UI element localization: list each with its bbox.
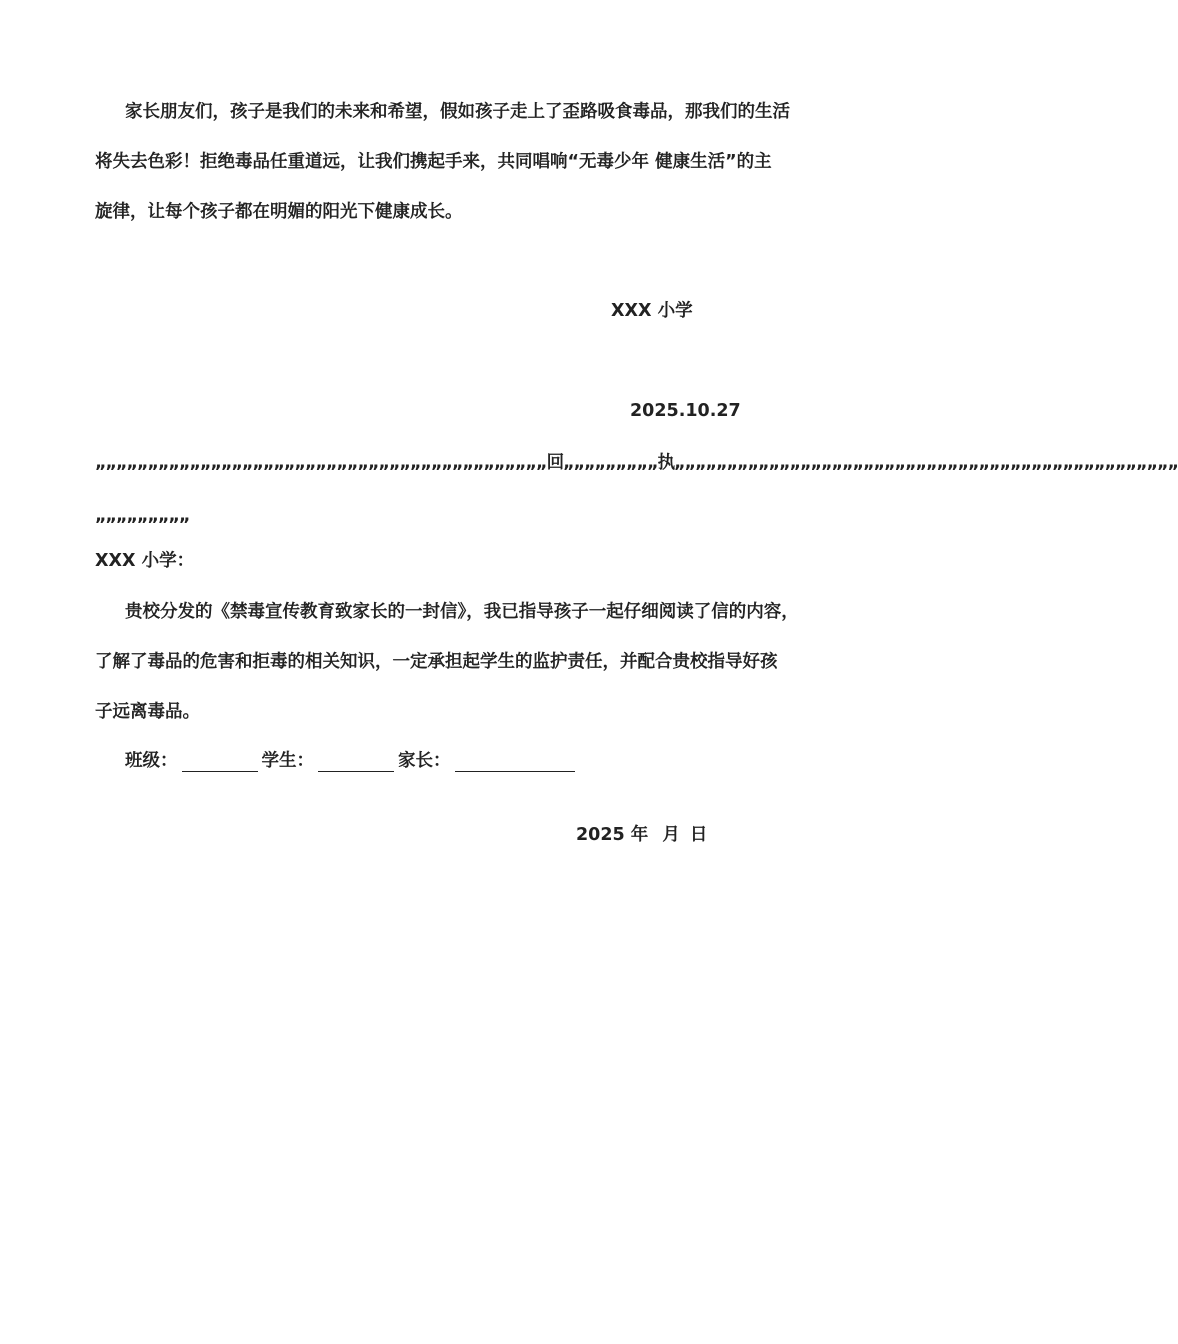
parent-blank-field[interactable] — [455, 751, 575, 772]
cut-line-dots-left: „„„„„„„„„„„„„„„„„„„„„„„„„„„„„„„„„„„„„„„„„„„ — [95, 453, 547, 473]
cut-line-word-zhi: 执 — [657, 453, 675, 473]
closing-paragraph-line-1: 家长朋友们，孩子是我们的未来和希望，假如孩子走上了歪路吸食毒品，那我们的生活 — [125, 102, 790, 122]
reply-date-month: 月 — [662, 825, 680, 845]
reply-addressee: XXX 小学： — [95, 551, 195, 571]
cut-line-divider — [95, 452, 1178, 474]
reply-form-row — [125, 750, 579, 772]
closing-paragraph-line-3: 旋律，让每个孩子都在明媚的阳光下健康成长。 — [95, 202, 463, 222]
signature-school: XXX 小学 — [611, 301, 693, 321]
cut-line-dots-right: „„„„„„„„„„„„„„„„„„„„„„„„„„„„„„„„„„„„„„„„„„„„„„„„ — [674, 453, 1178, 473]
reply-paragraph-line-3: 子远离毒品。 — [95, 702, 200, 722]
reply-date — [576, 824, 707, 846]
class-label: 班级： — [125, 751, 178, 771]
signature-date: 2025.10.27 — [630, 401, 741, 421]
student-label: 学生： — [261, 751, 314, 771]
class-blank-field[interactable] — [182, 751, 258, 772]
reply-paragraph-line-2: 了解了毒品的危害和拒毒的相关知识，一定承担起学生的监护责任，并配合贵校指导好孩 — [95, 652, 778, 672]
reply-paragraph-line-1: 贵校分发的《禁毒宣传教育致家长的一封信》，我已指导孩子一起仔细阅读了信的内容， — [125, 602, 799, 622]
student-blank-field[interactable] — [318, 751, 394, 772]
reply-date-day: 日 — [689, 825, 708, 845]
cut-line-word-hui: 回 — [546, 453, 564, 473]
closing-paragraph-line-2: 将失去色彩！拒绝毒品任重道远，让我们携起手来，共同唱响“无毒少年 健康生活”的主 — [95, 152, 772, 172]
cut-line-continuation: „„„„„„„„„ — [95, 506, 190, 526]
reply-date-year: 2025 年 — [576, 825, 649, 845]
cut-line-dots-middle: „„„„„„„„„ — [563, 453, 658, 473]
parent-label: 家长： — [398, 751, 451, 771]
